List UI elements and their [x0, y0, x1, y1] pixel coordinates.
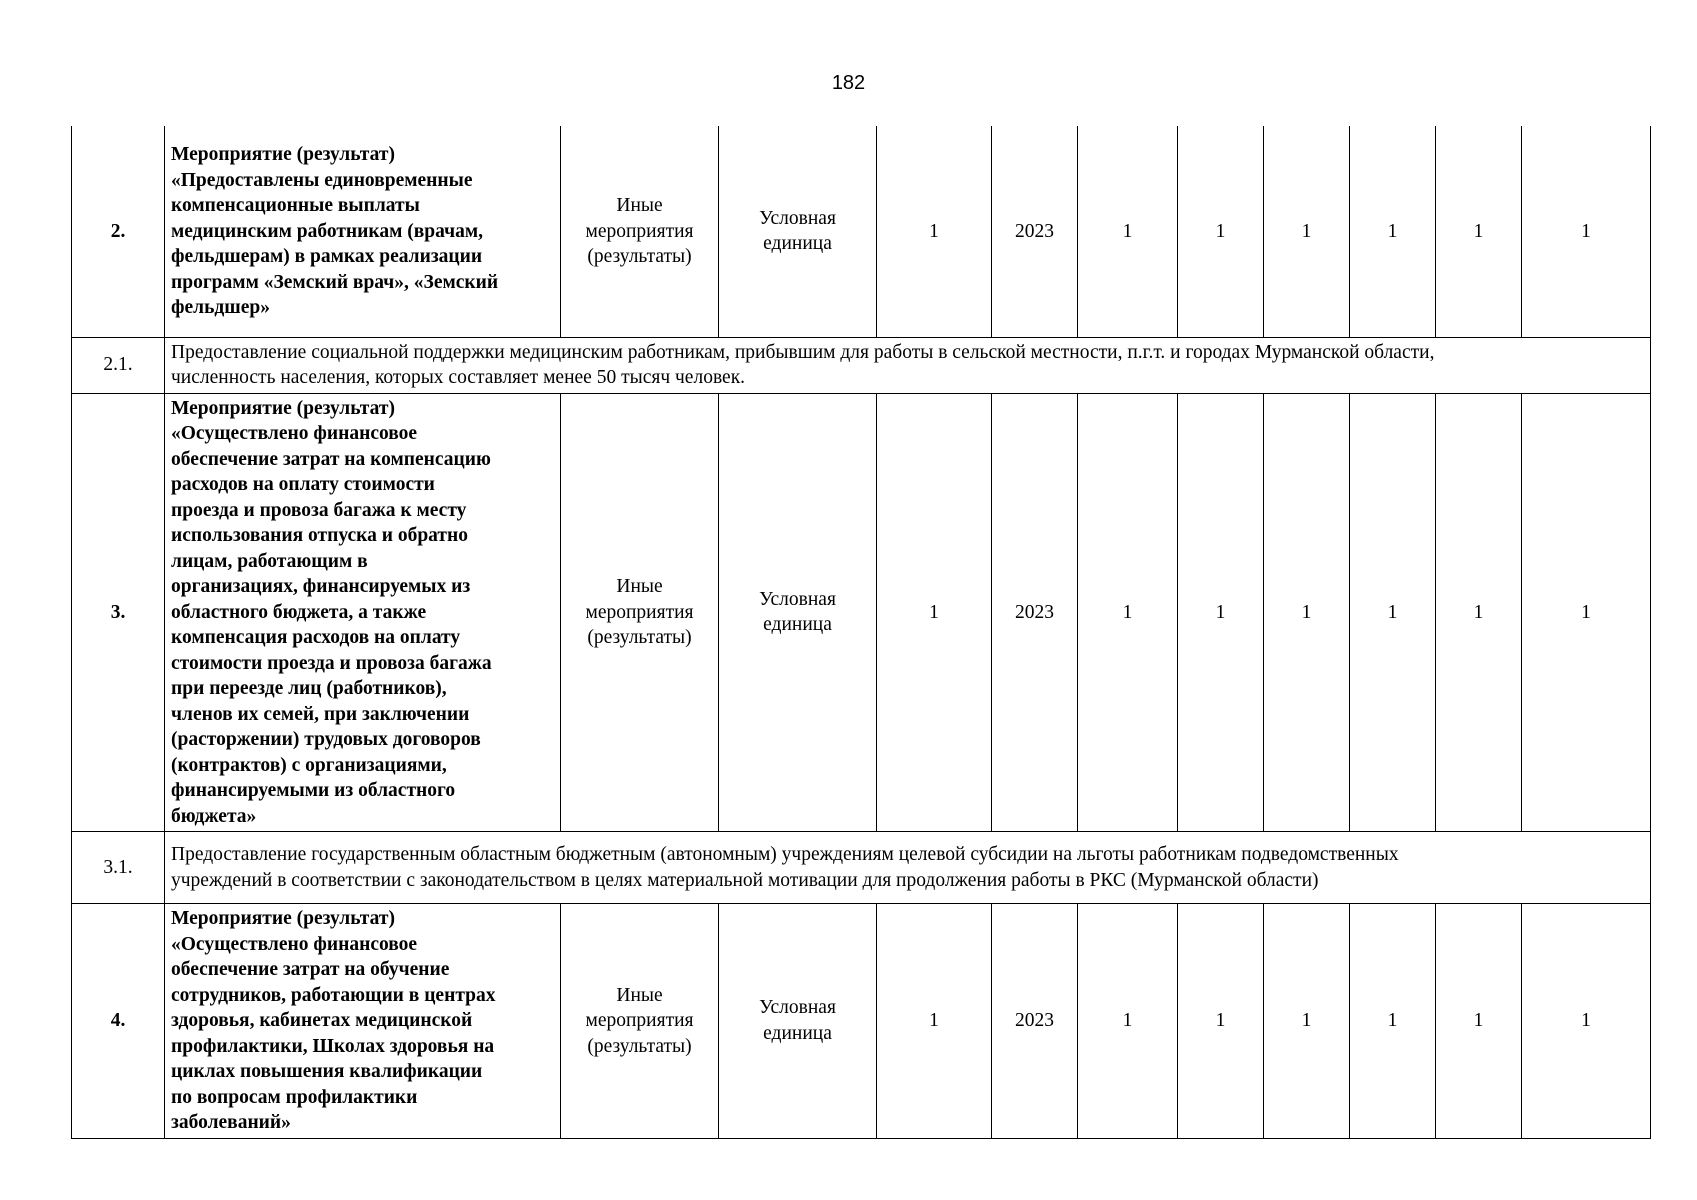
measure-title-line: компенсация расходов на оплату [171, 627, 461, 648]
year-value: 1 [1436, 904, 1522, 1139]
measure-title-line: лицам, работающим в [171, 550, 368, 572]
measure-unit-line: единица [763, 1022, 832, 1044]
year-value: 1 [1436, 393, 1522, 832]
measure-type [561, 904, 719, 1139]
measure-type-line: мероприятия [585, 220, 694, 242]
measure-unit [719, 904, 877, 1139]
measure-title-line: «Осуществлено финансовое [171, 423, 418, 444]
table-subrow [72, 832, 1651, 904]
year-value: 1 [1264, 126, 1350, 337]
measure-title [165, 126, 561, 337]
measure-title-line: сотрудников, работающии в центрах [171, 984, 496, 1006]
measure-unit [719, 126, 877, 337]
page-number: 182 [831, 72, 866, 94]
year-value: 1 [1350, 393, 1436, 832]
measure-title-line: циклах повышения квалификации [171, 1061, 483, 1082]
measure-title-line: заболеваний» [171, 1112, 291, 1133]
measure-title-line: программ «Земский врач», «Земский [171, 271, 499, 293]
measure-title-line: «Предоставлены единовременные [171, 169, 473, 191]
measure-title-line: обеспечение затрат на обучение [171, 959, 450, 980]
measure-title-line: Мероприятие (результат) [171, 144, 395, 165]
measure-title-line: фельдшерам) в рамках реализации [171, 246, 483, 267]
measure-unit-line: Условная [759, 207, 836, 229]
measure-title-line: расходов на оплату стоимости [171, 474, 435, 495]
base-value: 1 [877, 393, 992, 832]
measure-type-line: (результаты) [587, 1035, 692, 1057]
subrow-text-line: учреждений в соответствии с законодательством в целях материальной мотивации для продолжения работы в РКС (Мурманской области) [171, 869, 1319, 891]
measure-type-line: Иные [616, 984, 663, 1006]
base-value: 1 [877, 126, 992, 337]
measure-title-line: компенсационные выплаты [171, 195, 420, 216]
table-subrow [72, 337, 1651, 393]
measure-type-line: (результаты) [587, 627, 692, 648]
subrow-text [165, 337, 1651, 393]
year-value: 1 [1178, 904, 1264, 1139]
table-row [72, 904, 1651, 1139]
base-year: 2023 [992, 126, 1078, 337]
measure-title-line: фельдшер» [171, 297, 270, 318]
measure-unit-line: Условная [759, 588, 836, 610]
subrow-text-line: Предоставление социальной поддержки медицинским работникам, прибывшим для работы в сельской местности, п.г.т. и городах Мурманской области, [171, 341, 1435, 363]
measure-title-line: организациях, финансируемых из [171, 576, 471, 597]
measure-title-line: (контрактов) с организациями, [171, 754, 447, 776]
measure-title-line: Мероприятие (результат) [171, 908, 395, 929]
measure-title [165, 904, 561, 1139]
year-value: 1 [1264, 393, 1350, 832]
year-value: 1 [1522, 904, 1651, 1139]
measure-type-line: (результаты) [587, 246, 692, 267]
year-value: 1 [1178, 126, 1264, 337]
measure-type-line: Иные [616, 195, 663, 216]
measure-title [165, 393, 561, 832]
year-value: 1 [1350, 126, 1436, 337]
base-value: 1 [877, 904, 992, 1139]
row-number: 4. [72, 904, 165, 1139]
measure-title-line: медицинским работникам (врачам, [171, 220, 483, 242]
measure-title-line: обеспечение затрат на компенсацию [171, 448, 491, 470]
measure-unit-line: Условная [759, 997, 836, 1019]
year-value: 1 [1522, 393, 1651, 832]
measure-type-line: мероприятия [585, 601, 694, 623]
row-number: 2. [72, 126, 165, 337]
row-number: 3. [72, 393, 165, 832]
measure-type [561, 393, 719, 832]
measure-title-line: Мероприятие (результат) [171, 397, 395, 419]
measure-type [561, 126, 719, 337]
measure-unit [719, 393, 877, 832]
measure-title-line: использования отпуска и обратно [171, 525, 468, 546]
base-year: 2023 [992, 904, 1078, 1139]
year-value: 1 [1264, 904, 1350, 1139]
measure-type-line: Иные [616, 576, 663, 597]
subrow-text-line: численность населения, которых составляет менее 50 тысяч человек. [171, 367, 746, 388]
row-number: 2.1. [72, 337, 165, 393]
year-value: 1 [1078, 126, 1178, 337]
measure-title-line: (расторжении) трудовых договоров [171, 729, 481, 750]
measures-table [71, 126, 1651, 1139]
row-number: 3.1. [72, 832, 165, 904]
year-value: 1 [1078, 904, 1178, 1139]
measure-title-line: областного бюджета, а также [171, 601, 427, 623]
measure-title-line: здоровья, кабинетах медицинской [171, 1010, 473, 1031]
year-value: 1 [1436, 126, 1522, 337]
measure-unit-line: единица [763, 614, 832, 636]
measure-title-line: по вопросам профилактики [171, 1086, 418, 1108]
measure-title-line: профилактики, Школах здоровья на [171, 1035, 495, 1057]
table-row [72, 393, 1651, 832]
subrow-text [165, 832, 1651, 904]
subrow-text-line: Предоставление государственным областным бюджетным (автономным) учреждениям целевой субсидии на льготы работникам подведомственных [171, 844, 1399, 865]
measure-unit-line: единица [763, 233, 832, 255]
year-value: 1 [1522, 126, 1651, 337]
measure-title-line: при переезде лиц (работников), [171, 678, 447, 699]
measure-title-line: финансируемыми из областного [171, 780, 456, 801]
measure-title-line: членов их семей, при заключении [171, 703, 470, 725]
measure-title-line: стоимости проезда и провоза багажа [171, 652, 492, 674]
measure-title-line: бюджета» [171, 805, 257, 827]
year-value: 1 [1178, 393, 1264, 832]
measure-type-line: мероприятия [585, 1010, 694, 1031]
year-value: 1 [1350, 904, 1436, 1139]
measure-title-line: «Осуществлено финансовое [171, 933, 418, 955]
table-row [72, 126, 1651, 337]
base-year: 2023 [992, 393, 1078, 832]
measure-title-line: проезда и провоза багажа к месту [171, 499, 467, 521]
year-value: 1 [1078, 393, 1178, 832]
